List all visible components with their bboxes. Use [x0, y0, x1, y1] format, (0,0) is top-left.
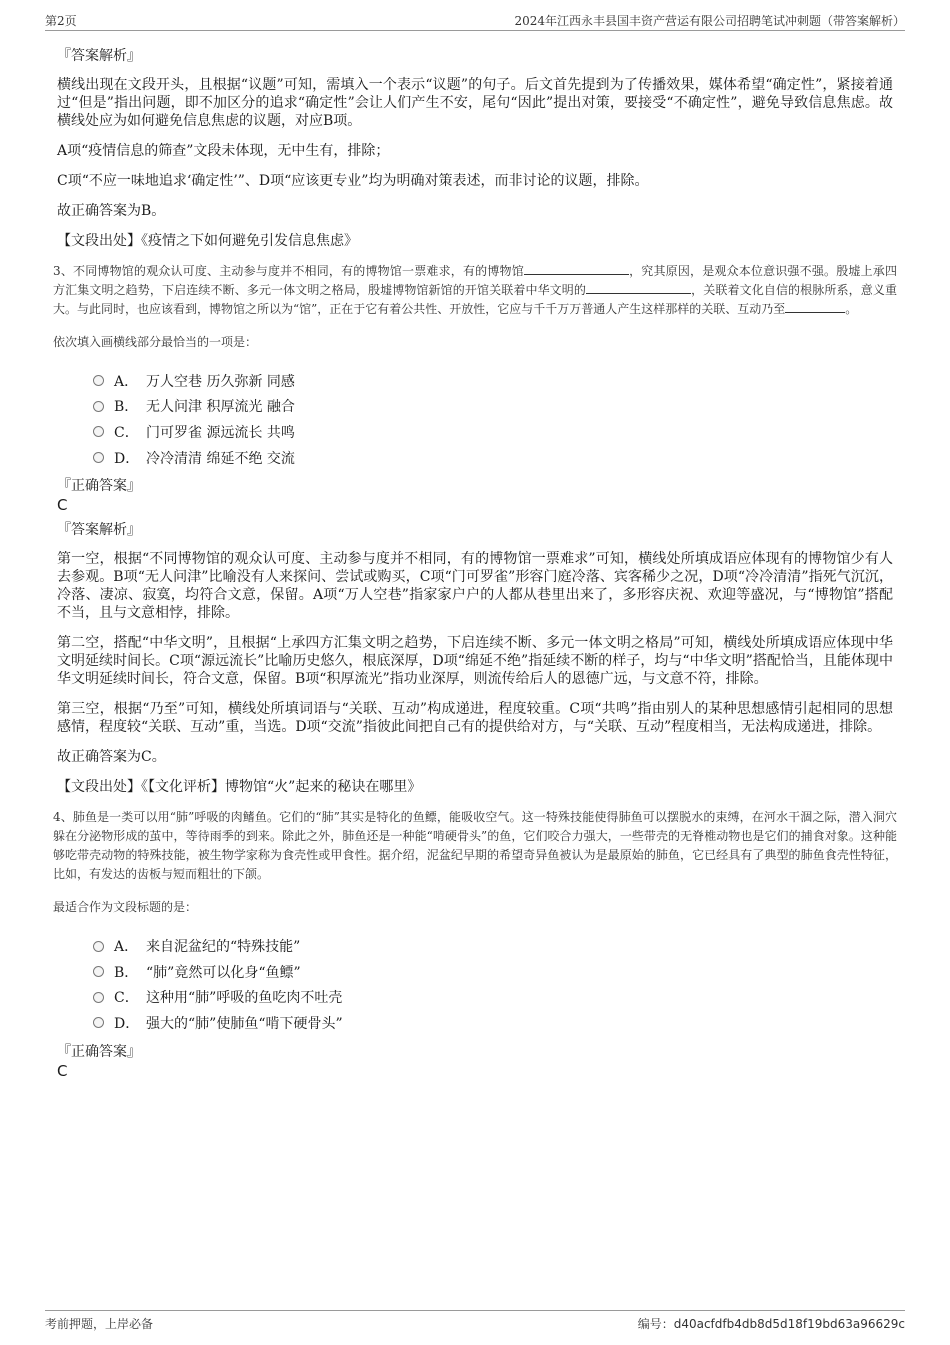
option-letter: D． — [114, 450, 140, 467]
page-header — [45, 10, 905, 31]
option-text: “肺”竟然可以化身“鱼鳔” — [146, 964, 301, 981]
fill-blank-1 — [524, 262, 629, 275]
radio-icon[interactable] — [93, 966, 104, 977]
code-value: d40acfdfb4db8d5d18f19bd63a96629c — [673, 1317, 905, 1331]
q4-options — [93, 933, 905, 1035]
document-title: 2024年江西永丰县国丰资产营运有限公司招聘笔试冲刺题（带答案解析） — [514, 14, 905, 28]
q2-analysis-paragraph-2: A项“疫情信息的筛查”文段未体现，无中生有，排除； — [57, 143, 390, 159]
option-letter: C． — [114, 424, 139, 441]
page-footer — [45, 1310, 905, 1335]
option-text: 无人问津 积厚流光 融合 — [146, 399, 295, 416]
radio-icon[interactable] — [93, 992, 104, 1003]
q3-answer-label: 『正确答案』 — [57, 478, 141, 495]
option-letter: C． — [114, 990, 139, 1007]
q3-question-text: 3、不同博物馆的观众认可度、主动参与度并不相同，有的博物馆一票难求，有的博物馆 ，究其原因，是观众本位意识强不强。殷墟上承四方汇集文明之趋势，下启连续不断、多元一体文明之格局，殷墟博物馆新馆的开馆关联着中华文明的 ，关联着文化自信的根脉所系，意义重大。与此同时，也应该看到，博物馆之所以为“馆”，正在于它有着公共性、开放性，它应与千千万万普通人产生这样那样的关联、互动乃至 。 — [53, 264, 897, 316]
q3-analysis-paragraph-1: 第一空，根据“不同博物馆的观众认可度、主动参与度并不相同，有的博物馆一票难求”可知，横线处所填成语应体现有的博物馆少有人去参观。B项“无人问津”比喻没有人来探问、尝试或购买，C项“门可罗雀”形容门庭冷落、宾客稀少之况，D项“冷冷清清”指死气沉沉，冷落、凄凉、寂寞，均符合文意，保留。A项“万人空巷”指家家户户的人都从巷里出来了，多形容庆祝、欢迎等盛况，与“博物馆”搭配不当，且与文意相悖，排除。 — [57, 551, 893, 622]
option-letter: B． — [114, 964, 139, 981]
q2-analysis-paragraph-4: 故正确答案为B。 — [57, 203, 166, 219]
q3-analysis-paragraph-2: 第二空，搭配“中华文明”，且根据“上承四方汇集文明之趋势，下启连续不断、多元一体文明之格局”可知，横线处所填成语应体现中华文明延续时间长。C项“源远流长”比喻历史悠久，根底深厚，D项“绵延不绝”指延续不断的样子，均与“中华文明”搭配恰当，且能体现中华文明延续时间长，符合文意，保留。B项“积厚流光”指功业深厚，则流传给后人的恩德广远，与文意不符，排除。 — [57, 635, 893, 688]
q4-option-a[interactable] — [93, 933, 905, 959]
fill-blank-3 — [785, 300, 845, 313]
radio-icon[interactable] — [93, 941, 104, 952]
option-text: 冷冷清清 绵延不绝 交流 — [146, 450, 295, 467]
page-number: 第2页 — [45, 14, 77, 28]
q4-answer: C — [57, 1061, 68, 1080]
q4-option-c[interactable] — [93, 985, 905, 1011]
q3-option-a[interactable] — [93, 368, 905, 394]
q3-analysis-label: 『答案解析』 — [57, 522, 141, 539]
q3-source: 【文段出处】《【文化评析】博物馆“火”起来的秘诀在哪里》 — [57, 779, 422, 796]
q3-answer: C — [57, 496, 68, 515]
q4-prompt: 最适合作为文段标题的是： — [53, 900, 198, 915]
q3-analysis-paragraph-4: 故正确答案为C。 — [57, 749, 166, 766]
q2-analysis-paragraph-1: 横线出现在文段开头，且根据“议题”可知，需填入一个表示“议题”的句子。后文首先提到为了传播效果，媒体希望“确定性”，紧接着通过“但是”指出问题，即不加区分的追求“确定性”会让人们产生不安，尾句“因此”提出对策，要接受“不确定性”，避免导致信息焦虑。故横线处应为如何避免信息焦虑的议题，对应B项。 — [57, 77, 893, 129]
radio-icon[interactable] — [93, 426, 104, 437]
page-content — [45, 40, 905, 1086]
q2-analysis-label: 『答案解析』 — [57, 48, 141, 64]
radio-icon[interactable] — [93, 375, 104, 386]
radio-icon[interactable] — [93, 452, 104, 463]
q3-option-b[interactable] — [93, 394, 905, 420]
q2-analysis-paragraph-3: C项“不应一味地追求‘确定性’”、D项“应该更专业”均为明确对策表述，而非讨论的议题，排除。 — [57, 173, 649, 189]
footer-slogan: 考前押题，上岸必备 — [45, 1317, 154, 1331]
q3-prompt: 依次填入画横线部分最恰当的一项是： — [53, 335, 258, 349]
q4-option-d[interactable] — [93, 1010, 905, 1036]
option-letter: A． — [114, 939, 139, 956]
option-text: 这种用“肺”呼吸的鱼吃肉不吐壳 — [146, 990, 343, 1007]
radio-icon[interactable] — [93, 1017, 104, 1028]
footer-code — [638, 1315, 905, 1332]
option-letter: D． — [114, 1015, 140, 1032]
q4-option-b[interactable] — [93, 959, 905, 985]
q3-analysis-paragraph-3: 第三空，根据“乃至”可知，横线处所填词语与“关联、互动”构成递进，程度较重。C项“共鸣”指由别人的某种思想感情引起相同的思想感情，程度较“关联、互动”重，当选。D项“交流”指彼此间把自己有的提供给对方，与“关联、互动”程度相当，无法构成递进，排除。 — [57, 701, 893, 736]
fill-blank-2 — [586, 281, 691, 294]
option-text: 万人空巷 历久弥新 同感 — [146, 373, 295, 390]
option-text: 来自泥盆纪的“特殊技能” — [146, 939, 301, 956]
option-text: 强大的“肺”使肺鱼“啃下硬骨头” — [146, 1015, 343, 1032]
option-letter: B． — [114, 399, 139, 416]
q2-source: 【文段出处】《疫情之下如何避免引发信息焦虑》 — [57, 233, 358, 249]
q4-question-text: 4、肺鱼是一类可以用“肺”呼吸的肉鳍鱼。它们的“肺”其实是特化的鱼鳔，能吸收空气。这一特殊技能使得肺鱼可以摆脱水的束缚，在河水干涸之际，潜入洞穴躲在分泌物形成的茧中，等待雨季的到来。除此之外，肺鱼还是一种能“啃硬骨头”的鱼，它们咬合力强大，一些带壳的无脊椎动物也是它们的捕食对象。这种能够吃带壳动物的特殊技能，被生物学家称为食壳性或甲食性。据介绍，泥盆纪早期的希望奇异鱼被认为是最原始的肺鱼，它已经具有了典型的肺鱼食壳性特征，比如，有发达的齿板与短而粗壮的下颌。 — [53, 810, 897, 882]
option-text: 门可罗雀 源远流长 共鸣 — [146, 424, 295, 441]
q4-answer-label: 『正确答案』 — [57, 1043, 141, 1060]
code-label: 编号： — [637, 1317, 674, 1331]
option-letter: A． — [114, 373, 139, 390]
q3-option-d[interactable] — [93, 445, 905, 471]
radio-icon[interactable] — [93, 401, 104, 412]
q3-options — [93, 368, 905, 470]
q3-option-c[interactable] — [93, 419, 905, 445]
